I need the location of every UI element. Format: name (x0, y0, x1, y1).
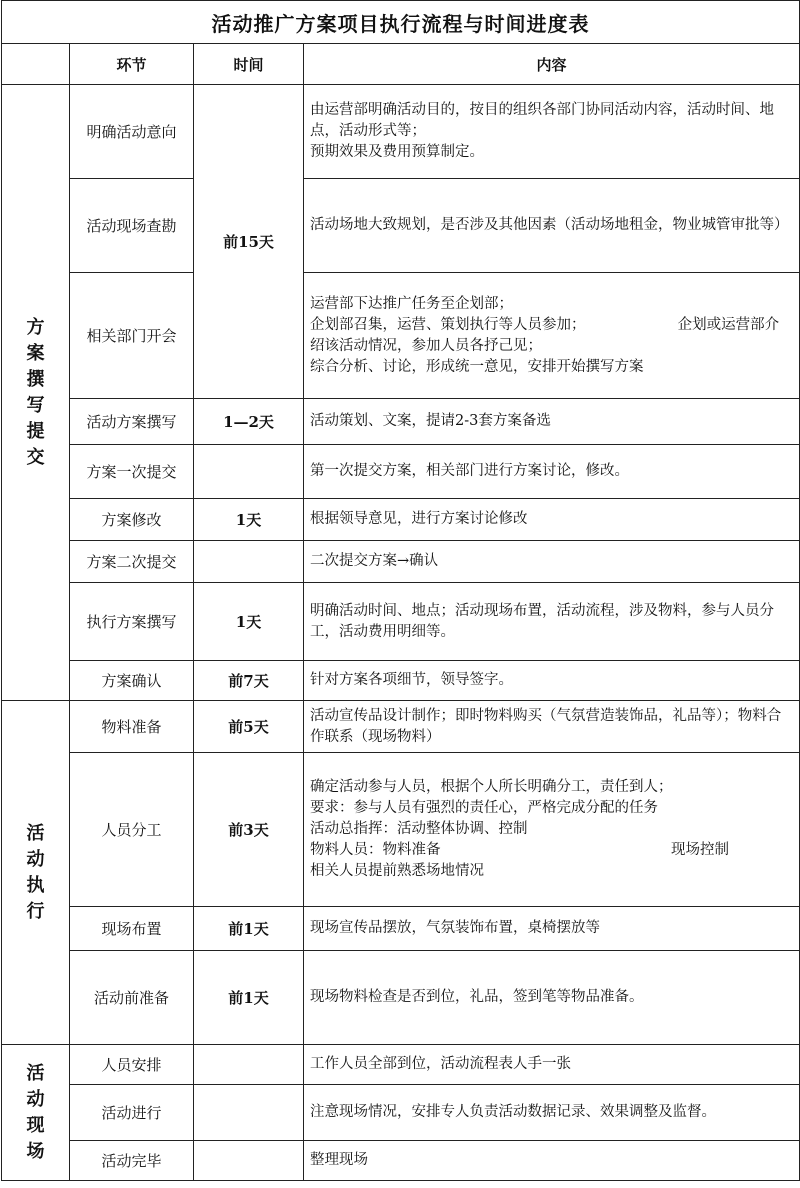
content-line: 活动策划、文案，提请2-3套方案备选 (310, 413, 551, 429)
content-cell (304, 499, 800, 541)
content-cell (304, 753, 800, 907)
content-cell (304, 541, 800, 583)
content-cell (304, 951, 800, 1045)
header-content: 内容 (304, 44, 800, 85)
content-line: 要求：参与人员有强烈的责任心，严格完成分配的任务 (310, 800, 658, 816)
table-row (2, 273, 800, 399)
content-line: 第一次提交方案，相关部门进行方案讨论，修改。 (310, 463, 629, 479)
content-line: 物料人员：物料准备 现场控制 (310, 842, 729, 858)
step-cell: 人员安排 (70, 1045, 194, 1085)
content-line: 二次提交方案→确认 (310, 553, 439, 569)
stage-label-text: 方案撰写提交 (26, 316, 45, 468)
content-line: 整理现场 (310, 1152, 368, 1168)
time-cell: 1天 (194, 499, 304, 541)
time-cell: 1天 (194, 583, 304, 661)
content-line: 预期效果及费用预算制定。 (310, 144, 484, 160)
content-cell (304, 1045, 800, 1085)
table-row (2, 907, 800, 951)
content-cell (304, 583, 800, 661)
content-cell (304, 1141, 800, 1181)
time-cell (194, 541, 304, 583)
content-line: 明确活动时间、地点；活动现场布置，活动流程，涉及物料，参与人员分工，活动费用明细等。 (310, 602, 774, 640)
content-line: 活动总指挥：活动整体协调、控制 (310, 821, 528, 837)
time-cell (194, 1045, 304, 1085)
step-cell: 方案二次提交 (70, 541, 194, 583)
stage-label (2, 1045, 70, 1181)
content-cell (304, 445, 800, 499)
content-line: 注意现场情况，安排专人负责活动数据记录、效果调整及监督。 (310, 1104, 716, 1120)
step-cell: 活动进行 (70, 1085, 194, 1141)
step-cell: 明确活动意向 (70, 85, 194, 179)
step-cell: 现场布置 (70, 907, 194, 951)
content-line: 根据领导意见，进行方案讨论修改 (310, 511, 528, 527)
content-line: 综合分析、讨论，形成统一意见，安排开始撰写方案 (310, 358, 644, 375)
table-row (2, 701, 800, 753)
step-cell: 物料准备 (70, 701, 194, 753)
step-cell: 执行方案撰写 (70, 583, 194, 661)
step-cell: 活动方案撰写 (70, 399, 194, 445)
stage-label-text: 活动现场 (26, 1062, 45, 1162)
table-row (2, 753, 800, 907)
table-row (2, 541, 800, 583)
content-line: 活动宣传品设计制作；即时物料购买（气氛营造装饰品，礼品等）；物料合作联系（现场物料） (310, 707, 782, 745)
content-cell (304, 661, 800, 701)
page-title: 活动推广方案项目执行流程与时间进度表 (2, 1, 800, 44)
time-cell: 前5天 (194, 701, 304, 753)
step-cell: 活动完毕 (70, 1141, 194, 1181)
step-cell: 方案修改 (70, 499, 194, 541)
header-time: 时间 (194, 44, 304, 85)
table-row (2, 85, 800, 179)
step-cell: 方案一次提交 (70, 445, 194, 499)
time-cell: 1—2天 (194, 399, 304, 445)
content-line: 确定活动参与人员，根据个人所长明确分工，责任到人； (310, 779, 673, 795)
content-line: 相关人员提前熟悉场地情况 (310, 863, 484, 879)
table-row (2, 1141, 800, 1181)
content-line: 现场宣传品摆放，气氛装饰布置，桌椅摆放等 (310, 920, 600, 936)
time-cell (194, 1141, 304, 1181)
table-row (2, 445, 800, 499)
content-cell (304, 1085, 800, 1141)
stage-label (2, 85, 70, 701)
step-cell: 方案确认 (70, 661, 194, 701)
content-line: 由运营部明确活动目的，按目的组织各部门协同活动内容，活动时间、地点，活动形式等； (310, 102, 774, 139)
header-stage (2, 44, 70, 85)
table-row (2, 1085, 800, 1141)
table-row (2, 399, 800, 445)
content-cell (304, 85, 800, 179)
content-line: 针对方案各项细节，领导签字。 (310, 672, 513, 688)
table-row (2, 583, 800, 661)
time-cell (194, 445, 304, 499)
content-cell (304, 273, 800, 399)
time-cell: 前7天 (194, 661, 304, 701)
step-cell: 活动前准备 (70, 951, 194, 1045)
time-cell: 前15天 (194, 85, 304, 399)
content-cell (304, 399, 800, 445)
content-cell (304, 907, 800, 951)
header-step: 环节 (70, 44, 194, 85)
stage-label-text: 活动执行 (26, 822, 45, 922)
step-cell: 相关部门开会 (70, 273, 194, 399)
schedule-table (1, 0, 800, 1181)
time-cell: 前1天 (194, 951, 304, 1045)
time-cell: 前3天 (194, 753, 304, 907)
table-row (2, 951, 800, 1045)
content-line: 运营部下达推广任务至企划部； (310, 295, 513, 312)
time-cell (194, 1085, 304, 1141)
time-cell: 前1天 (194, 907, 304, 951)
table-row (2, 499, 800, 541)
content-cell (304, 179, 800, 273)
step-cell: 人员分工 (70, 753, 194, 907)
stage-label (2, 701, 70, 1045)
table-row (2, 179, 800, 273)
content-cell (304, 701, 800, 753)
step-cell: 活动现场查勘 (70, 179, 194, 273)
content-line: 工作人员全部到位，活动流程表人手一张 (310, 1056, 571, 1072)
content-line: 企划部召集，运营、策划执行等人员参加； 企划或运营部介绍该活动情况，参加人员各抒己见； (310, 316, 780, 354)
content-line: 活动场地大致规划，是否涉及其他因素（活动场地租金，物业城管审批等） (310, 217, 789, 233)
table-row (2, 1045, 800, 1085)
table-row (2, 661, 800, 701)
content-line: 现场物料检查是否到位，礼品，签到笔等物品准备。 (310, 989, 644, 1005)
